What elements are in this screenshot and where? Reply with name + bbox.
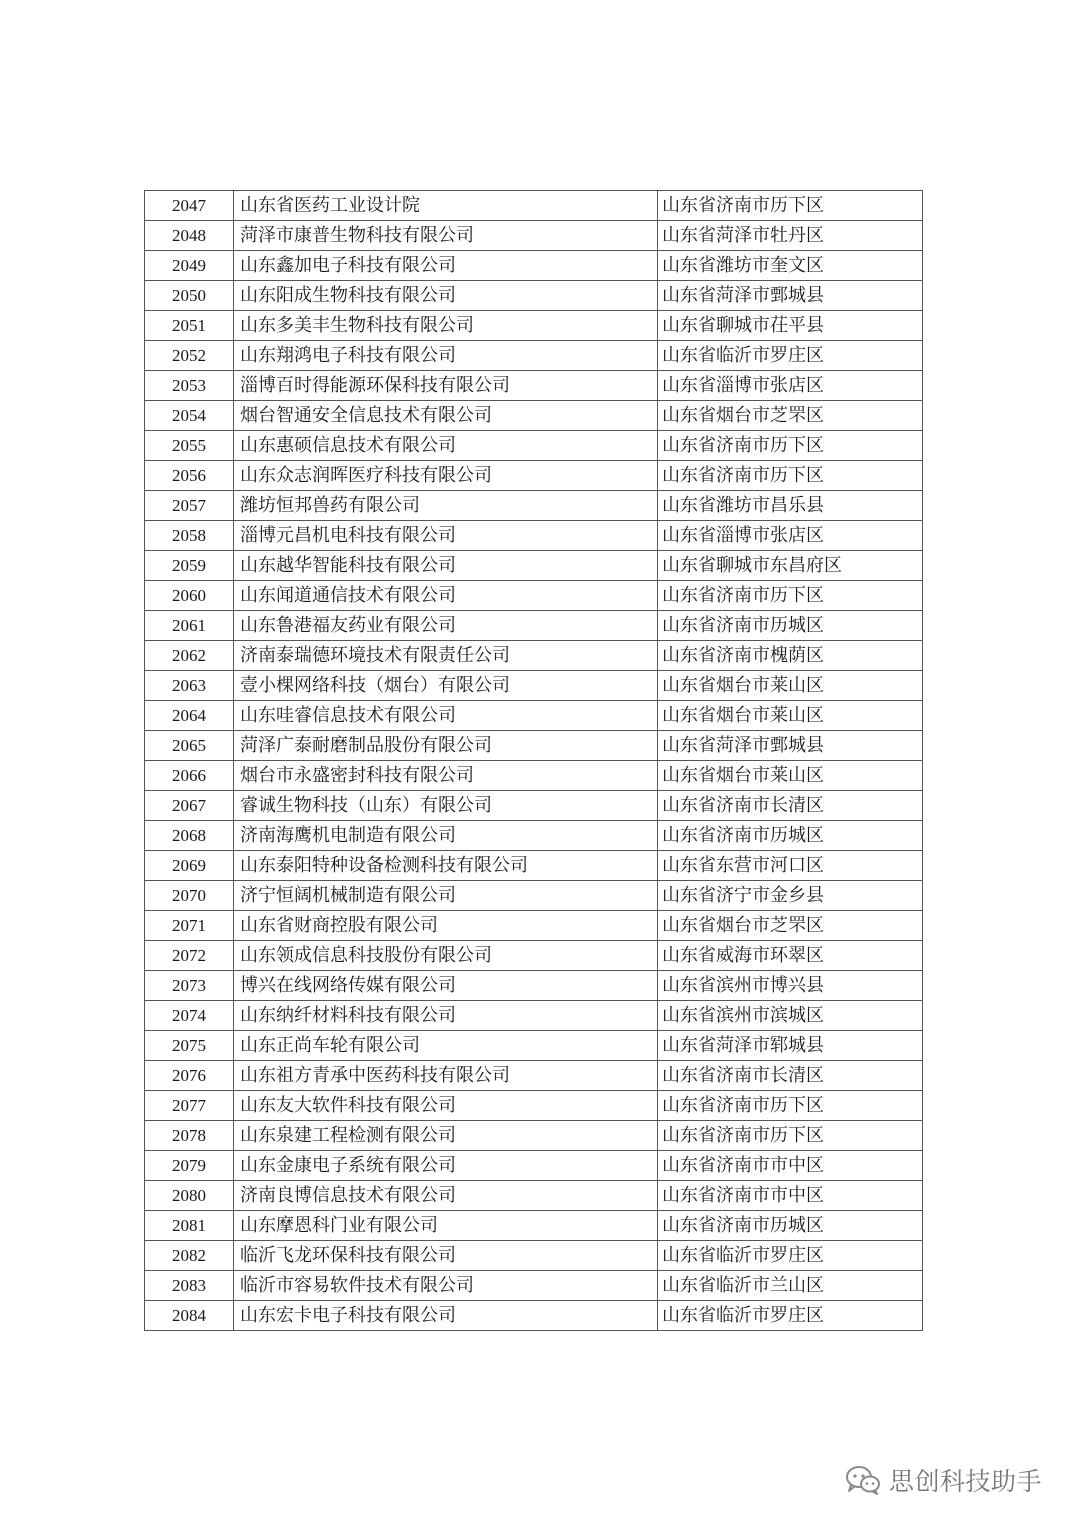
- row-number-cell: 2065: [145, 731, 234, 761]
- location-cell: 山东省济宁市金乡县: [658, 881, 923, 911]
- table-row: [145, 341, 923, 371]
- table-row: [145, 791, 923, 821]
- company-name-cell: 山东鲁港福友药业有限公司: [234, 611, 658, 641]
- table-row: [145, 1301, 923, 1331]
- company-name-cell: 山东多美丰生物科技有限公司: [234, 311, 658, 341]
- row-number-cell: 2071: [145, 911, 234, 941]
- location-cell: 山东省济南市历下区: [658, 1121, 923, 1151]
- row-number-cell: 2070: [145, 881, 234, 911]
- row-number-cell: 2054: [145, 401, 234, 431]
- row-number-cell: 2066: [145, 761, 234, 791]
- table-row: [145, 671, 923, 701]
- row-number-cell: 2084: [145, 1301, 234, 1331]
- company-name-cell: 淄博百时得能源环保科技有限公司: [234, 371, 658, 401]
- company-name-cell: 山东正尚车轮有限公司: [234, 1031, 658, 1061]
- row-number-cell: 2068: [145, 821, 234, 851]
- row-number-cell: 2053: [145, 371, 234, 401]
- table-row: [145, 551, 923, 581]
- table-row: [145, 641, 923, 671]
- company-name-cell: 山东省医药工业设计院: [234, 191, 658, 221]
- company-name-cell: 淄博元昌机电科技有限公司: [234, 521, 658, 551]
- row-number-cell: 2077: [145, 1091, 234, 1121]
- company-name-cell: 济南海鹰机电制造有限公司: [234, 821, 658, 851]
- row-number-cell: 2078: [145, 1121, 234, 1151]
- location-cell: 山东省临沂市罗庄区: [658, 341, 923, 371]
- location-cell: 山东省济南市历城区: [658, 1211, 923, 1241]
- company-name-cell: 烟台市永盛密封科技有限公司: [234, 761, 658, 791]
- table-row: [145, 1181, 923, 1211]
- company-name-cell: 山东闻道通信技术有限公司: [234, 581, 658, 611]
- company-name-cell: 山东阳成生物科技有限公司: [234, 281, 658, 311]
- location-cell: 山东省滨州市博兴县: [658, 971, 923, 1001]
- location-cell: 山东省济南市历下区: [658, 431, 923, 461]
- table-row: [145, 971, 923, 1001]
- company-name-cell: 济南泰瑞德环境技术有限责任公司: [234, 641, 658, 671]
- company-name-cell: 山东鑫加电子科技有限公司: [234, 251, 658, 281]
- company-name-cell: 山东祖方青承中医药科技有限公司: [234, 1061, 658, 1091]
- table-row: [145, 221, 923, 251]
- table-row: [145, 1271, 923, 1301]
- row-number-cell: 2052: [145, 341, 234, 371]
- company-name-cell: 山东众志润晖医疗科技有限公司: [234, 461, 658, 491]
- row-number-cell: 2060: [145, 581, 234, 611]
- row-number-cell: 2062: [145, 641, 234, 671]
- table-row: [145, 1061, 923, 1091]
- location-cell: 山东省济南市长清区: [658, 791, 923, 821]
- location-cell: 山东省济南市历下区: [658, 191, 923, 221]
- row-number-cell: 2059: [145, 551, 234, 581]
- location-cell: 山东省威海市环翠区: [658, 941, 923, 971]
- location-cell: 山东省临沂市罗庄区: [658, 1301, 923, 1331]
- watermark: [845, 1460, 1042, 1500]
- location-cell: 山东省烟台市芝罘区: [658, 401, 923, 431]
- company-name-cell: 山东惠硕信息技术有限公司: [234, 431, 658, 461]
- location-cell: 山东省淄博市张店区: [658, 521, 923, 551]
- location-cell: 山东省烟台市莱山区: [658, 761, 923, 791]
- company-name-cell: 壹小棵网络科技（烟台）有限公司: [234, 671, 658, 701]
- location-cell: 山东省济南市市中区: [658, 1151, 923, 1181]
- company-name-cell: 山东哇睿信息技术有限公司: [234, 701, 658, 731]
- table-row: [145, 1121, 923, 1151]
- table-row: [145, 281, 923, 311]
- row-number-cell: 2076: [145, 1061, 234, 1091]
- company-name-cell: 山东宏卡电子科技有限公司: [234, 1301, 658, 1331]
- company-name-cell: 菏泽广泰耐磨制品股份有限公司: [234, 731, 658, 761]
- location-cell: 山东省菏泽市郓城县: [658, 1031, 923, 1061]
- row-number-cell: 2063: [145, 671, 234, 701]
- company-name-cell: 博兴在线网络传媒有限公司: [234, 971, 658, 1001]
- company-name-cell: 山东越华智能科技有限公司: [234, 551, 658, 581]
- company-name-cell: 山东金康电子系统有限公司: [234, 1151, 658, 1181]
- row-number-cell: 2080: [145, 1181, 234, 1211]
- row-number-cell: 2083: [145, 1271, 234, 1301]
- location-cell: 山东省烟台市莱山区: [658, 701, 923, 731]
- location-cell: 山东省济南市历城区: [658, 821, 923, 851]
- table-row: [145, 1151, 923, 1181]
- location-cell: 山东省济南市历城区: [658, 611, 923, 641]
- company-name-cell: 山东领成信息科技股份有限公司: [234, 941, 658, 971]
- row-number-cell: 2064: [145, 701, 234, 731]
- company-name-cell: 菏泽市康普生物科技有限公司: [234, 221, 658, 251]
- row-number-cell: 2079: [145, 1151, 234, 1181]
- row-number-cell: 2081: [145, 1211, 234, 1241]
- location-cell: 山东省聊城市东昌府区: [658, 551, 923, 581]
- table-row: [145, 461, 923, 491]
- row-number-cell: 2057: [145, 491, 234, 521]
- company-name-cell: 山东省财商控股有限公司: [234, 911, 658, 941]
- row-number-cell: 2047: [145, 191, 234, 221]
- company-table-body: [145, 191, 923, 1331]
- table-row: [145, 1001, 923, 1031]
- company-name-cell: 山东泉建工程检测有限公司: [234, 1121, 658, 1151]
- location-cell: 山东省菏泽市鄄城县: [658, 281, 923, 311]
- location-cell: 山东省临沂市罗庄区: [658, 1241, 923, 1271]
- location-cell: 山东省济南市长清区: [658, 1061, 923, 1091]
- table-row: [145, 1091, 923, 1121]
- row-number-cell: 2061: [145, 611, 234, 641]
- company-name-cell: 潍坊恒邦兽药有限公司: [234, 491, 658, 521]
- table-row: [145, 611, 923, 641]
- location-cell: 山东省滨州市滨城区: [658, 1001, 923, 1031]
- table-row: [145, 1031, 923, 1061]
- table-row: [145, 701, 923, 731]
- company-name-cell: 烟台智通安全信息技术有限公司: [234, 401, 658, 431]
- table-row: [145, 1211, 923, 1241]
- location-cell: 山东省烟台市莱山区: [658, 671, 923, 701]
- table-row: [145, 821, 923, 851]
- location-cell: 山东省济南市市中区: [658, 1181, 923, 1211]
- row-number-cell: 2055: [145, 431, 234, 461]
- table-row: [145, 1241, 923, 1271]
- wechat-icon: [845, 1465, 881, 1495]
- table-row: [145, 401, 923, 431]
- row-number-cell: 2058: [145, 521, 234, 551]
- company-name-cell: 山东友大软件科技有限公司: [234, 1091, 658, 1121]
- location-cell: 山东省潍坊市奎文区: [658, 251, 923, 281]
- location-cell: 山东省淄博市张店区: [658, 371, 923, 401]
- company-name-cell: 山东翔鸿电子科技有限公司: [234, 341, 658, 371]
- location-cell: 山东省济南市历下区: [658, 581, 923, 611]
- table-row: [145, 851, 923, 881]
- table-row: [145, 191, 923, 221]
- table-row: [145, 581, 923, 611]
- row-number-cell: 2048: [145, 221, 234, 251]
- location-cell: 山东省济南市历下区: [658, 461, 923, 491]
- table-row: [145, 731, 923, 761]
- row-number-cell: 2069: [145, 851, 234, 881]
- table-row: [145, 761, 923, 791]
- location-cell: 山东省烟台市芝罘区: [658, 911, 923, 941]
- table-row: [145, 311, 923, 341]
- row-number-cell: 2082: [145, 1241, 234, 1271]
- location-cell: 山东省济南市槐荫区: [658, 641, 923, 671]
- company-name-cell: 山东泰阳特种设备检测科技有限公司: [234, 851, 658, 881]
- table-row: [145, 881, 923, 911]
- table-row: [145, 371, 923, 401]
- company-name-cell: 临沂市容易软件技术有限公司: [234, 1271, 658, 1301]
- table-row: [145, 431, 923, 461]
- company-table: [144, 190, 923, 1331]
- row-number-cell: 2051: [145, 311, 234, 341]
- company-name-cell: 山东摩恩科门业有限公司: [234, 1211, 658, 1241]
- watermark-text: 思创科技助手: [888, 1467, 1042, 1496]
- table-row: [145, 911, 923, 941]
- row-number-cell: 2067: [145, 791, 234, 821]
- table-row: [145, 491, 923, 521]
- company-name-cell: 山东纳纤材料科技有限公司: [234, 1001, 658, 1031]
- location-cell: 山东省潍坊市昌乐县: [658, 491, 923, 521]
- company-name-cell: 睿诚生物科技（山东）有限公司: [234, 791, 658, 821]
- location-cell: 山东省聊城市茌平县: [658, 311, 923, 341]
- location-cell: 山东省东营市河口区: [658, 851, 923, 881]
- location-cell: 山东省菏泽市牡丹区: [658, 221, 923, 251]
- company-name-cell: 济宁恒阔机械制造有限公司: [234, 881, 658, 911]
- row-number-cell: 2056: [145, 461, 234, 491]
- location-cell: 山东省菏泽市鄄城县: [658, 731, 923, 761]
- row-number-cell: 2075: [145, 1031, 234, 1061]
- location-cell: 山东省济南市历下区: [658, 1091, 923, 1121]
- row-number-cell: 2050: [145, 281, 234, 311]
- row-number-cell: 2072: [145, 941, 234, 971]
- row-number-cell: 2073: [145, 971, 234, 1001]
- location-cell: 山东省临沂市兰山区: [658, 1271, 923, 1301]
- row-number-cell: 2074: [145, 1001, 234, 1031]
- company-name-cell: 临沂飞龙环保科技有限公司: [234, 1241, 658, 1271]
- table-row: [145, 941, 923, 971]
- company-name-cell: 济南良博信息技术有限公司: [234, 1181, 658, 1211]
- table-row: [145, 521, 923, 551]
- table-row: [145, 251, 923, 281]
- row-number-cell: 2049: [145, 251, 234, 281]
